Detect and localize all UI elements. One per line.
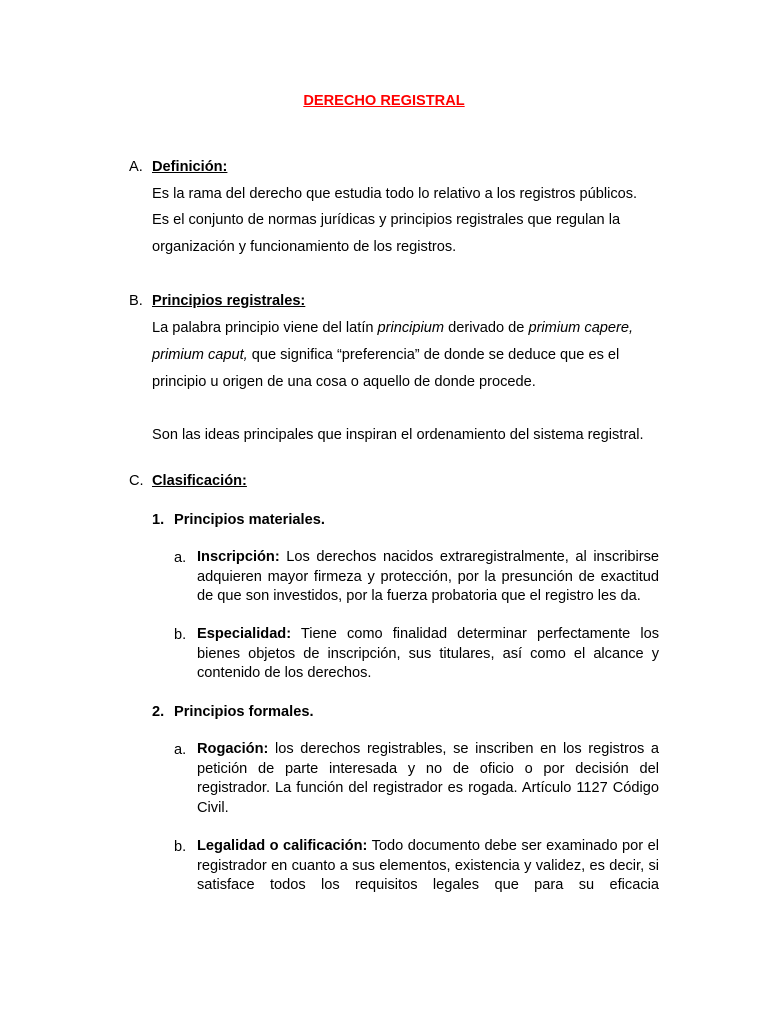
item-text: Tiene como finalidad determinar perfectamente los bienes objetos de inscripción, sus titulares, así como el alcance y contenido de los derechos. [197, 626, 659, 681]
section-b-line-2 [152, 345, 619, 365]
section-b-line-3: principio u origen de una cosa o aquello de donde procede. [152, 374, 536, 390]
item-term: Legalidad o calificación: [197, 838, 368, 854]
item-text: los derechos registrables, se inscriben en los registros a petición de parte interesada y no de oficio o por decisión del registrador. La función del registrador es rogada. Artículo 1127 Código Civil. [197, 741, 659, 816]
section-a-heading: Definición: [152, 159, 228, 175]
item-term: Inscripción: [197, 549, 280, 565]
group-2-number: 2. [152, 704, 165, 720]
item-term: Especialidad: [197, 626, 292, 642]
section-a-line-3: organización y funcionamiento de los registros. [152, 239, 457, 255]
item-2a-paragraph [197, 740, 659, 818]
latin-term: primium capere, [528, 320, 634, 336]
item-1b-letter: b. [174, 627, 187, 643]
section-a-marker: A. [129, 159, 143, 175]
section-c-marker: C. [129, 473, 144, 489]
latin-term: primium caput, [152, 347, 248, 363]
latin-term: principium [377, 320, 445, 336]
section-b-marker: B. [129, 293, 143, 309]
item-text: Todo documento debe ser examinado por el registrador en cuanto a sus elementos, existencia y validez, es decir, si satisface todos los requisitos legales que para su eficacia [197, 838, 659, 893]
text-run: que significa “preferencia” de donde se deduce que es el [247, 347, 620, 363]
document-title: DERECHO REGISTRAL [303, 93, 465, 109]
group-2-label: Principios formales. [174, 704, 314, 720]
item-2b-paragraph [197, 837, 659, 896]
item-text: Los derechos nacidos extraregistralmente, al inscribirse adquieren mayor firmeza y protección, por la presunción de exactitud de que son investidos, por la fuerza probatoria que el registro les da. [197, 549, 659, 604]
item-term: Rogación: [197, 741, 269, 757]
group-1-number: 1. [152, 512, 165, 528]
section-b-line-1 [152, 318, 633, 338]
text-run: derivado de [444, 320, 529, 336]
text-run: La palabra principio viene del latín [152, 320, 378, 336]
section-c-heading: Clasificación: [152, 473, 247, 489]
item-1b-paragraph [197, 625, 659, 684]
item-2b-letter: b. [174, 839, 187, 855]
item-2a-letter: a. [174, 742, 187, 758]
section-a-line-2: Es el conjunto de normas jurídicas y principios registrales que regulan la [152, 212, 621, 228]
section-b-heading: Principios registrales: [152, 293, 306, 309]
group-1-label: Principios materiales. [174, 512, 325, 528]
item-1a-paragraph [197, 548, 659, 607]
section-b-extra-paragraph: Son las ideas principales que inspiran el ordenamiento del sistema registral. [152, 427, 644, 443]
item-1a-letter: a. [174, 550, 187, 566]
section-a-line-1: Es la rama del derecho que estudia todo lo relativo a los registros públicos. [152, 186, 638, 202]
